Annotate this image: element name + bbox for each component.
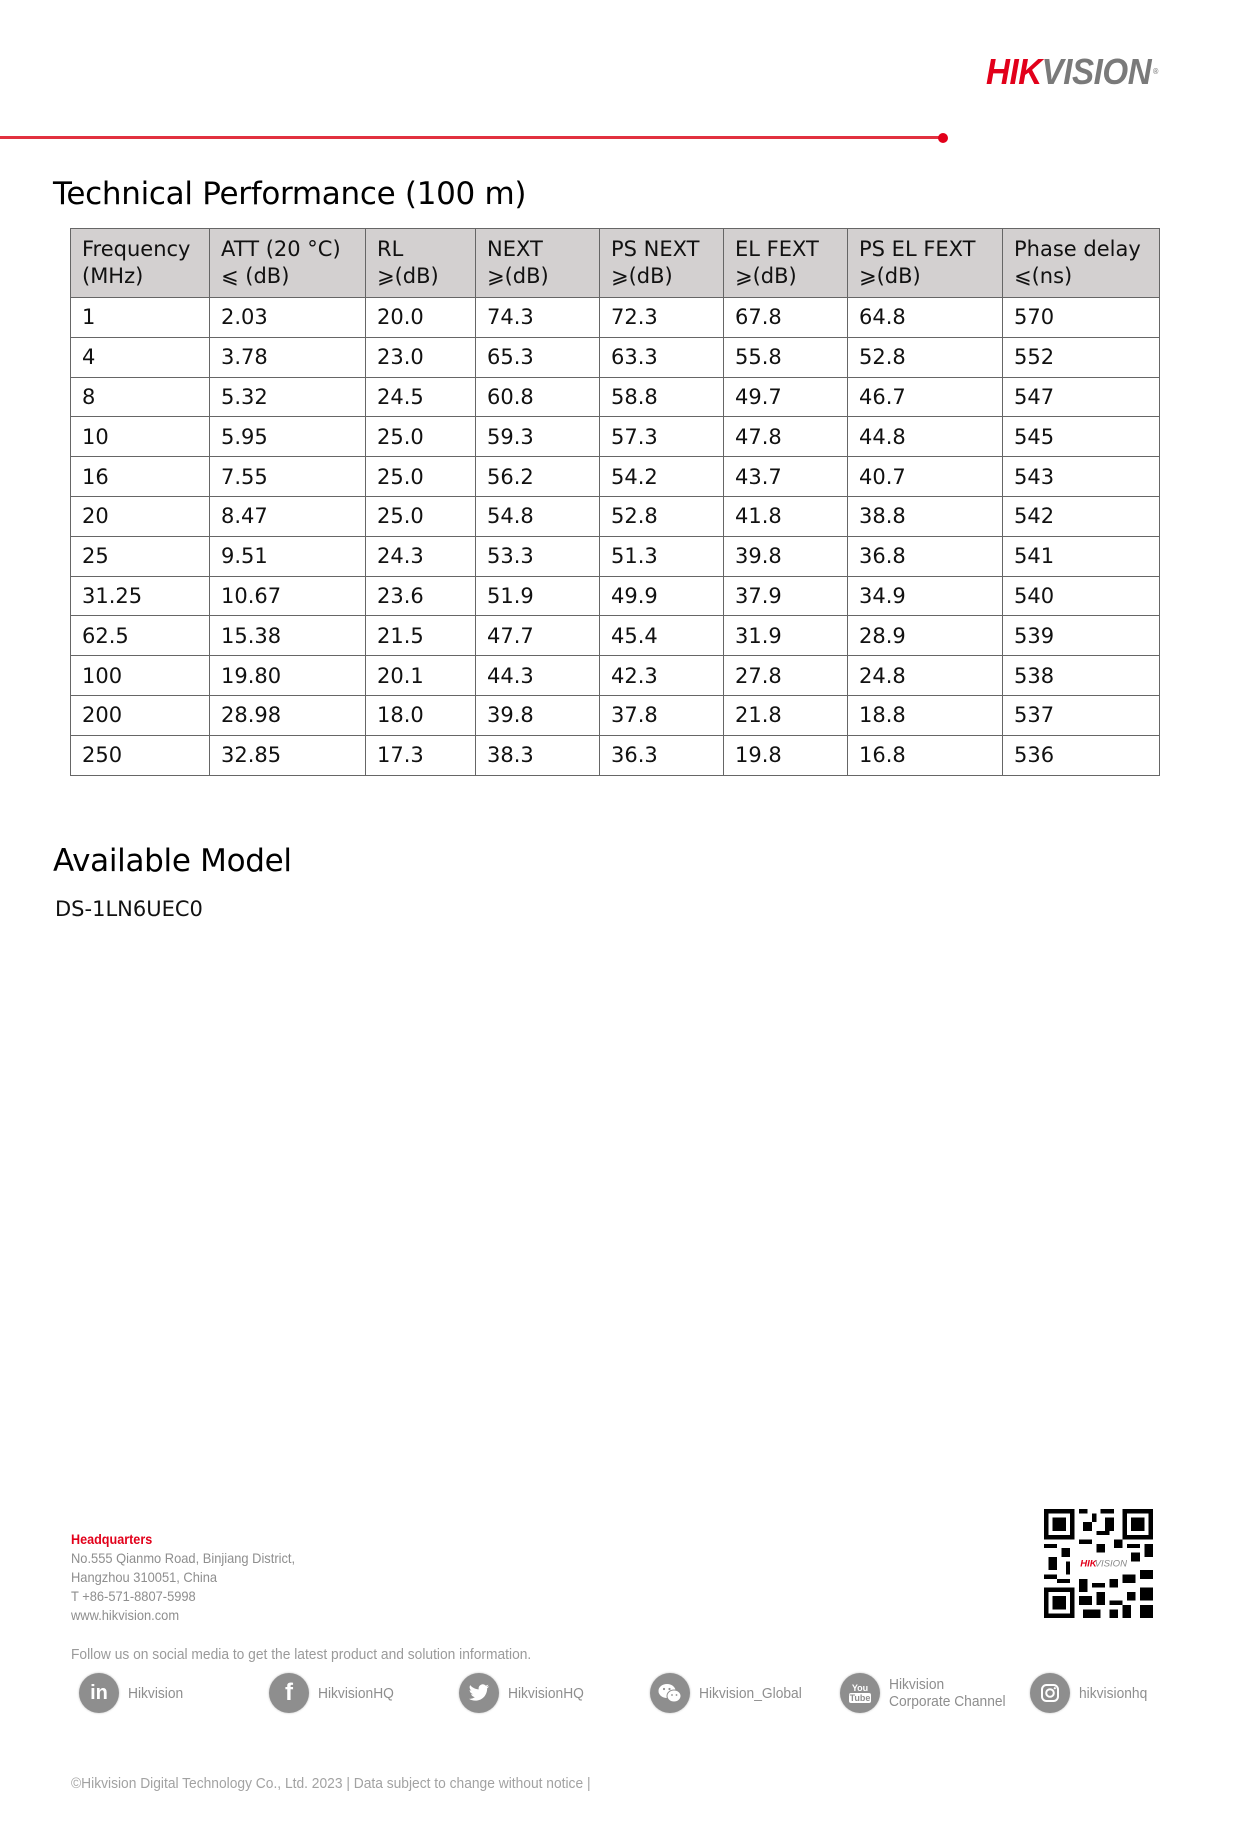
header-rl [366, 229, 476, 298]
cell-frequency: 100 [71, 656, 210, 696]
cell-next: 47.7 [476, 616, 600, 656]
logo-hik: HIK [986, 51, 1042, 92]
cell-phase-delay: 540 [1003, 576, 1160, 616]
cell-next: 54.8 [476, 496, 600, 536]
qr-code [1044, 1509, 1153, 1618]
cell-next: 59.3 [476, 417, 600, 457]
cell-ps-next: 49.9 [600, 576, 724, 616]
cell-frequency: 8 [71, 377, 210, 417]
svg-text:HIK: HIK [1080, 1558, 1097, 1570]
header-label-line: ⩾(dB) [487, 264, 549, 288]
cell-el-fext: 47.8 [724, 417, 848, 457]
cell-rl: 18.0 [366, 695, 476, 735]
cell-att: 15.38 [210, 616, 366, 656]
youtube-icon-you: You [851, 1683, 869, 1693]
hq-address-line-1: No.555 Qianmo Road, Binjiang District, [71, 1550, 296, 1566]
cell-frequency: 25 [71, 536, 210, 576]
linkedin-icon[interactable]: in [79, 1673, 119, 1713]
cell-phase-delay: 537 [1003, 695, 1160, 735]
table-row [71, 496, 1160, 536]
table-row [71, 457, 1160, 497]
social-wechat[interactable] [650, 1673, 811, 1713]
cell-ps-next: 57.3 [600, 417, 724, 457]
cell-frequency: 16 [71, 457, 210, 497]
cell-next: 51.9 [476, 576, 600, 616]
svg-text:VISION: VISION [1094, 1558, 1128, 1570]
cell-next: 39.8 [476, 695, 600, 735]
table-row [71, 536, 1160, 576]
cell-el-fext: 67.8 [724, 298, 848, 338]
headquarters-block [71, 1530, 315, 1625]
section-title-available-model: Available Model [53, 843, 292, 879]
cell-ps-el-fext: 24.8 [848, 656, 1003, 696]
table-row [71, 656, 1160, 696]
table-row [71, 337, 1160, 377]
cell-phase-delay: 536 [1003, 735, 1160, 775]
cell-att: 3.78 [210, 337, 366, 377]
cell-phase-delay: 545 [1003, 417, 1160, 457]
cell-el-fext: 55.8 [724, 337, 848, 377]
cell-ps-el-fext: 28.9 [848, 616, 1003, 656]
cell-frequency: 62.5 [71, 616, 210, 656]
social-twitter[interactable] [459, 1673, 591, 1713]
cell-next: 74.3 [476, 298, 600, 338]
cell-phase-delay: 542 [1003, 496, 1160, 536]
cell-el-fext: 37.9 [724, 576, 848, 616]
header-label-line: ⩽(ns) [1014, 264, 1073, 288]
instagram-icon[interactable] [1030, 1673, 1070, 1713]
logo-vision: VISION [1041, 51, 1152, 92]
cell-ps-next: 72.3 [600, 298, 724, 338]
cell-frequency: 250 [71, 735, 210, 775]
cell-rl: 23.6 [366, 576, 476, 616]
cell-next: 60.8 [476, 377, 600, 417]
header-label-line: Phase delay [1014, 237, 1141, 261]
header-label-line: ⩾(dB) [611, 264, 673, 288]
cell-el-fext: 43.7 [724, 457, 848, 497]
header-label-line: (MHz) [82, 264, 144, 288]
social-youtube[interactable] [840, 1673, 1016, 1713]
cell-ps-el-fext: 36.8 [848, 536, 1003, 576]
social-facebook[interactable] [269, 1673, 401, 1713]
cell-att: 8.47 [210, 496, 366, 536]
cell-ps-el-fext: 40.7 [848, 457, 1003, 497]
headquarters-title: Headquarters [71, 1531, 153, 1547]
cell-next: 38.3 [476, 735, 600, 775]
technical-performance-table [70, 228, 1160, 776]
header-divider-dot [938, 133, 948, 143]
cell-rl: 24.5 [366, 377, 476, 417]
wechat-icon[interactable] [650, 1673, 690, 1713]
cell-att: 28.98 [210, 695, 366, 735]
header-divider-line [0, 136, 940, 139]
cell-ps-next: 54.2 [600, 457, 724, 497]
cell-rl: 20.0 [366, 298, 476, 338]
cell-ps-el-fext: 46.7 [848, 377, 1003, 417]
cell-ps-el-fext: 34.9 [848, 576, 1003, 616]
cell-ps-next: 51.3 [600, 536, 724, 576]
cell-rl: 25.0 [366, 496, 476, 536]
hikvision-logo [986, 51, 1158, 92]
cell-att: 7.55 [210, 457, 366, 497]
cell-att: 2.03 [210, 298, 366, 338]
table-row [71, 377, 1160, 417]
header-label-line: EL FEXT [735, 237, 819, 261]
header-label-line: PS NEXT [611, 237, 700, 261]
cell-ps-el-fext: 64.8 [848, 298, 1003, 338]
cell-ps-el-fext: 18.8 [848, 695, 1003, 735]
social-label-twitter[interactable]: HikvisionHQ [508, 1684, 584, 1702]
table-header-row [71, 229, 1160, 298]
cell-att: 32.85 [210, 735, 366, 775]
cell-att: 9.51 [210, 536, 366, 576]
cell-rl: 25.0 [366, 417, 476, 457]
table-row [71, 576, 1160, 616]
registered-mark: ® [1153, 67, 1158, 76]
header-label-line: PS EL FEXT [859, 237, 976, 261]
cell-next: 44.3 [476, 656, 600, 696]
cell-next: 56.2 [476, 457, 600, 497]
social-label-instagram[interactable]: hikvisionhq [1079, 1684, 1148, 1702]
cell-frequency: 200 [71, 695, 210, 735]
header-label-line: Frequency [82, 237, 191, 261]
twitter-icon[interactable] [459, 1673, 499, 1713]
header-label-line: RL [377, 237, 404, 261]
cell-ps-next: 58.8 [600, 377, 724, 417]
cell-el-fext: 39.8 [724, 536, 848, 576]
cell-frequency: 31.25 [71, 576, 210, 616]
header-next [476, 229, 600, 298]
cell-att: 19.80 [210, 656, 366, 696]
follow-us-text: Follow us on social media to get the latest product and solution information. [71, 1646, 532, 1663]
social-label-linkedin[interactable]: Hikvision [128, 1684, 184, 1702]
social-label-youtube[interactable]: Hikvision Corporate Channel [889, 1676, 1006, 1710]
model-number: DS-1LN6UEC0 [55, 897, 203, 921]
cell-ps-el-fext: 44.8 [848, 417, 1003, 457]
cell-el-fext: 31.9 [724, 616, 848, 656]
cell-ps-next: 52.8 [600, 496, 724, 536]
table-row [71, 735, 1160, 775]
header-label-line: ⩾(dB) [377, 264, 439, 288]
cell-ps-el-fext: 38.8 [848, 496, 1003, 536]
cell-att: 5.95 [210, 417, 366, 457]
cell-att: 10.67 [210, 576, 366, 616]
cell-phase-delay: 543 [1003, 457, 1160, 497]
cell-rl: 25.0 [366, 457, 476, 497]
cell-phase-delay: 539 [1003, 616, 1160, 656]
header-label-line: NEXT [487, 237, 543, 261]
cell-ps-next: 45.4 [600, 616, 724, 656]
header-att [210, 229, 366, 298]
table-row [71, 695, 1160, 735]
hq-website-link[interactable]: www.hikvision.com [71, 1607, 180, 1623]
cell-el-fext: 27.8 [724, 656, 848, 696]
header-label-line: ⩽ (dB) [221, 264, 290, 288]
header-ps-next [600, 229, 724, 298]
cell-rl: 17.3 [366, 735, 476, 775]
cell-el-fext: 41.8 [724, 496, 848, 536]
header-phase-delay [1003, 229, 1160, 298]
header-ps-el-fext [848, 229, 1003, 298]
cell-rl: 20.1 [366, 656, 476, 696]
table-row [71, 298, 1160, 338]
cell-ps-next: 36.3 [600, 735, 724, 775]
cell-el-fext: 49.7 [724, 377, 848, 417]
cell-next: 65.3 [476, 337, 600, 377]
social-label-facebook[interactable]: HikvisionHQ [318, 1684, 394, 1702]
cell-rl: 23.0 [366, 337, 476, 377]
header-frequency [71, 229, 210, 298]
header-label-line: ⩾(dB) [735, 264, 797, 288]
social-instagram[interactable] [1030, 1673, 1153, 1713]
cell-phase-delay: 538 [1003, 656, 1160, 696]
copyright-notice: ©Hikvision Digital Technology Co., Ltd. 2023 | Data subject to change without notice | [71, 1775, 591, 1792]
youtube-icon[interactable] [840, 1673, 880, 1713]
youtube-icon-tube: Tube [849, 1693, 871, 1703]
cell-next: 53.3 [476, 536, 600, 576]
cell-ps-el-fext: 52.8 [848, 337, 1003, 377]
header-label-line: ATT (20 °C) [221, 237, 341, 261]
cell-att: 5.32 [210, 377, 366, 417]
facebook-icon[interactable]: f [269, 1673, 309, 1713]
section-title-technical-performance: Technical Performance (100 m) [53, 176, 527, 212]
cell-ps-el-fext: 16.8 [848, 735, 1003, 775]
social-linkedin[interactable] [79, 1673, 188, 1713]
cell-frequency: 10 [71, 417, 210, 457]
social-label-wechat[interactable]: Hikvision_Global [699, 1684, 802, 1702]
cell-phase-delay: 552 [1003, 337, 1160, 377]
cell-frequency: 4 [71, 337, 210, 377]
cell-el-fext: 19.8 [724, 735, 848, 775]
cell-ps-next: 37.8 [600, 695, 724, 735]
cell-phase-delay: 541 [1003, 536, 1160, 576]
header-label-line: ⩾(dB) [859, 264, 921, 288]
cell-phase-delay: 570 [1003, 298, 1160, 338]
cell-frequency: 1 [71, 298, 210, 338]
cell-ps-next: 63.3 [600, 337, 724, 377]
cell-rl: 24.3 [366, 536, 476, 576]
cell-el-fext: 21.8 [724, 695, 848, 735]
cell-frequency: 20 [71, 496, 210, 536]
cell-phase-delay: 547 [1003, 377, 1160, 417]
cell-rl: 21.5 [366, 616, 476, 656]
table-row [71, 616, 1160, 656]
hq-address-line-2: Hangzhou 310051, China [71, 1569, 218, 1585]
header-el-fext [724, 229, 848, 298]
table-row [71, 417, 1160, 457]
cell-ps-next: 42.3 [600, 656, 724, 696]
hq-phone: T +86-571-8807-5998 [71, 1588, 196, 1604]
